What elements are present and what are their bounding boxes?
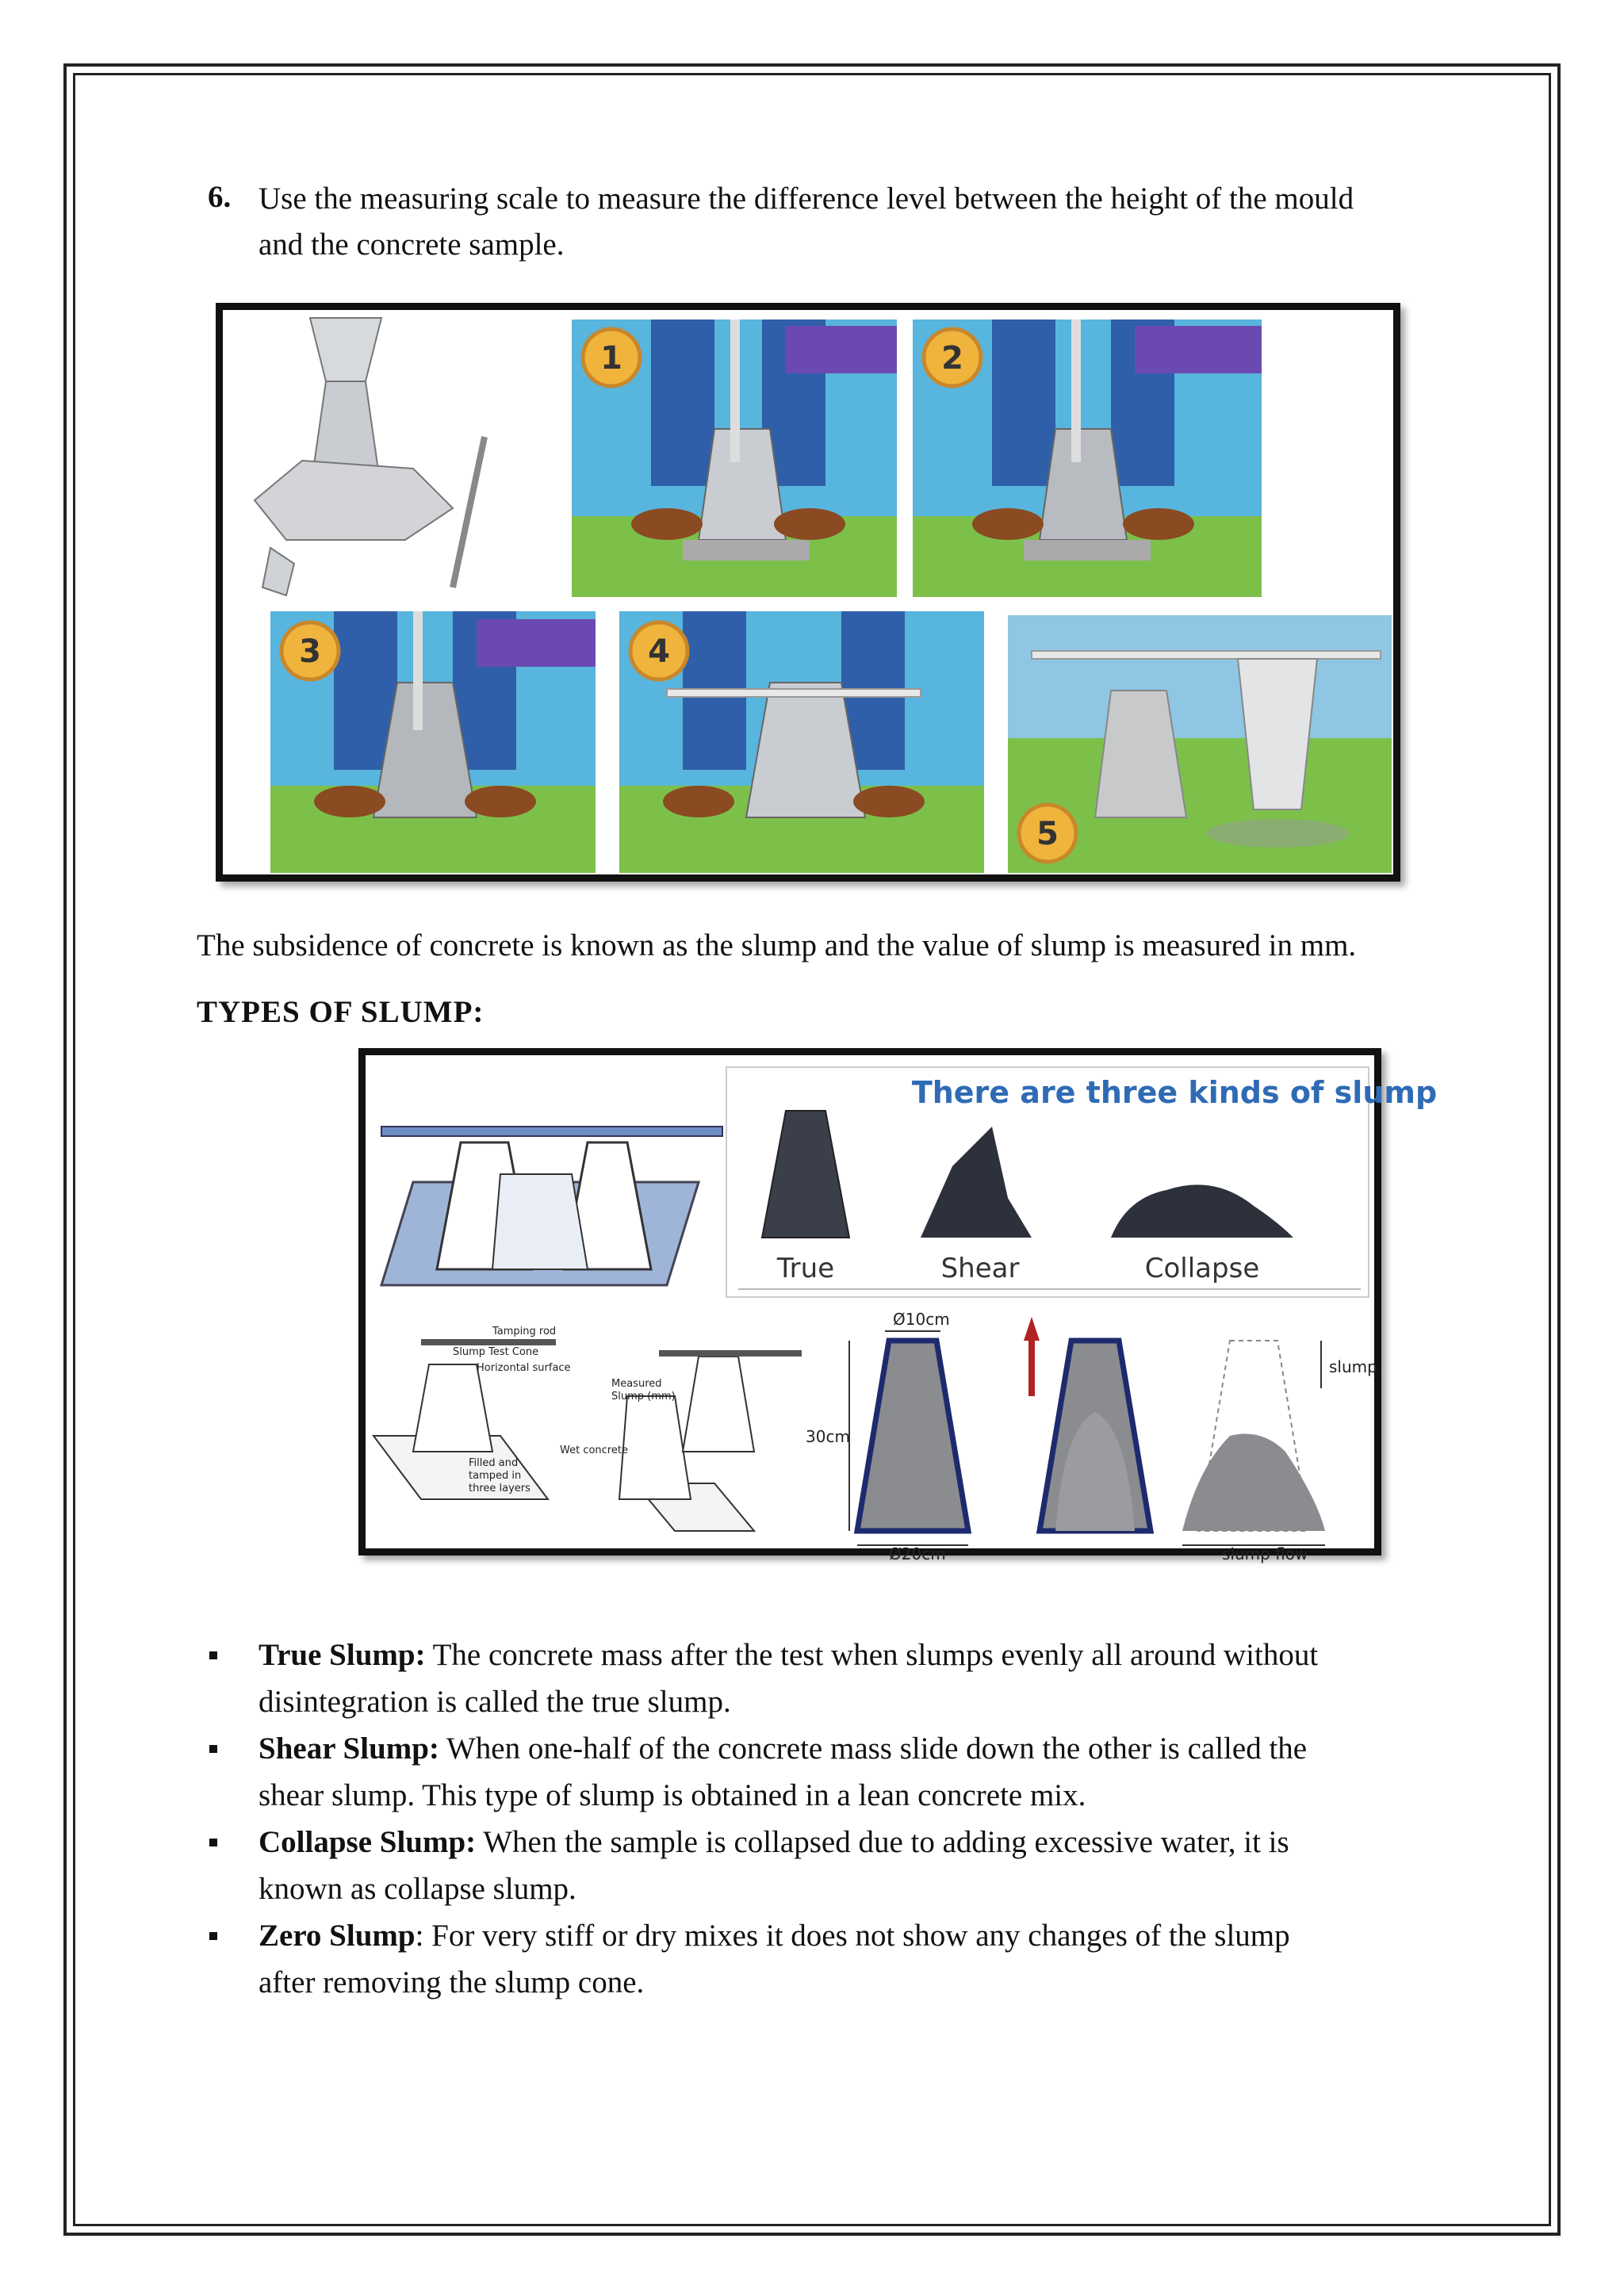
list-item-collapse-slump: [259, 1819, 1496, 1912]
tamping-sketch: [381, 1127, 722, 1285]
step-2-panel: [913, 320, 1262, 597]
zero-slump-text-2: after removing the slump cone.: [259, 1965, 645, 1999]
types-of-slump-heading: TYPES OF SLUMP:: [197, 995, 485, 1029]
step-4-panel: [619, 611, 984, 873]
procedure-illustration: [223, 310, 1393, 874]
slump-types-figure: [358, 1048, 1438, 1563]
bullet-marker: [209, 1651, 217, 1659]
label-filled: Filled and: [469, 1457, 519, 1469]
label-cone: Slump Test Cone: [453, 1346, 539, 1358]
label-measured-unit: Slump (mm): [611, 1391, 676, 1402]
step-text-line2: and the concrete sample.: [259, 228, 565, 262]
bullet-marker: [209, 1745, 217, 1753]
term-true-slump: True Slump:: [259, 1638, 426, 1672]
step-number: 6.: [208, 180, 232, 214]
label-bottom-diameter: Ø20cm: [889, 1544, 946, 1563]
kind-shear-label: Shear: [940, 1253, 1020, 1284]
slump-definition-paragraph: The subsidence of concrete is known as the slump and the value of slump is measured in mm.: [197, 928, 1357, 962]
shear-slump-text-2: shear slump. This type of slump is obtained in a lean concrete mix.: [259, 1778, 1086, 1812]
slump-procedure-figure: [216, 303, 1400, 882]
list-item-shear-slump: [259, 1725, 1496, 1819]
true-slump-text-1: The concrete mass after the test when slumps evenly all around without: [425, 1638, 1319, 1672]
test-diagram: [373, 1326, 802, 1531]
label-measured: Measured: [611, 1378, 662, 1390]
label-surface: Horizontal surface: [477, 1362, 571, 1374]
label-tamped: tamped in: [469, 1470, 522, 1482]
kind-collapse-label: Collapse: [1144, 1253, 1260, 1284]
list-item-true-slump: [259, 1632, 1496, 1725]
step-1-panel: [572, 320, 897, 597]
step-5-panel: [1008, 615, 1392, 873]
three-kinds-banner: There are three kinds of slump: [911, 1075, 1438, 1110]
panel-label-4: 4: [648, 633, 670, 670]
step-text-line1: Use the measuring scale to measure the difference level between the height of the mould: [259, 182, 1354, 216]
term-collapse-slump: Collapse Slump:: [259, 1825, 477, 1859]
label-slump: slump: [1329, 1357, 1377, 1376]
label-height: 30cm: [806, 1427, 850, 1446]
zero-slump-text-1: : For very stiff or dry mixes it does not show any changes of the slump: [415, 1919, 1290, 1953]
label-top-diameter: Ø10cm: [893, 1310, 950, 1329]
label-layers: three layers: [469, 1483, 530, 1494]
three-kinds-panel: [726, 1067, 1437, 1297]
label-wet: Wet concrete: [560, 1445, 628, 1456]
step-3-panel: [270, 611, 596, 873]
panel-label-2: 2: [941, 340, 963, 377]
collapse-slump-text-2: known as collapse slump.: [259, 1872, 576, 1906]
collapse-slump-text-1: When the sample is collapsed due to adding excessive water, it is: [476, 1825, 1289, 1859]
bullet-marker: [209, 1839, 217, 1846]
equipment-panel: [223, 310, 556, 595]
panel-label-3: 3: [299, 633, 321, 670]
term-shear-slump: Shear Slump:: [259, 1732, 439, 1766]
true-slump-text-2: disintegration is called the true slump.: [259, 1685, 731, 1719]
label-tamping-rod: Tamping rod: [492, 1326, 557, 1337]
label-slump-flow: slump flow: [1222, 1544, 1308, 1563]
list-item-zero-slump: [259, 1912, 1496, 2006]
slump-types-illustration: [366, 1055, 1438, 1563]
cone-dimension-diagram: [806, 1310, 1377, 1563]
bullet-marker: [209, 1932, 217, 1940]
panel-label-1: 1: [600, 340, 622, 377]
shear-slump-text-1: When one-half of the concrete mass slide down the other is called the: [439, 1732, 1308, 1766]
panel-label-5: 5: [1036, 816, 1059, 852]
kind-true-label: True: [776, 1253, 835, 1284]
term-zero-slump: Zero Slump: [259, 1919, 416, 1953]
